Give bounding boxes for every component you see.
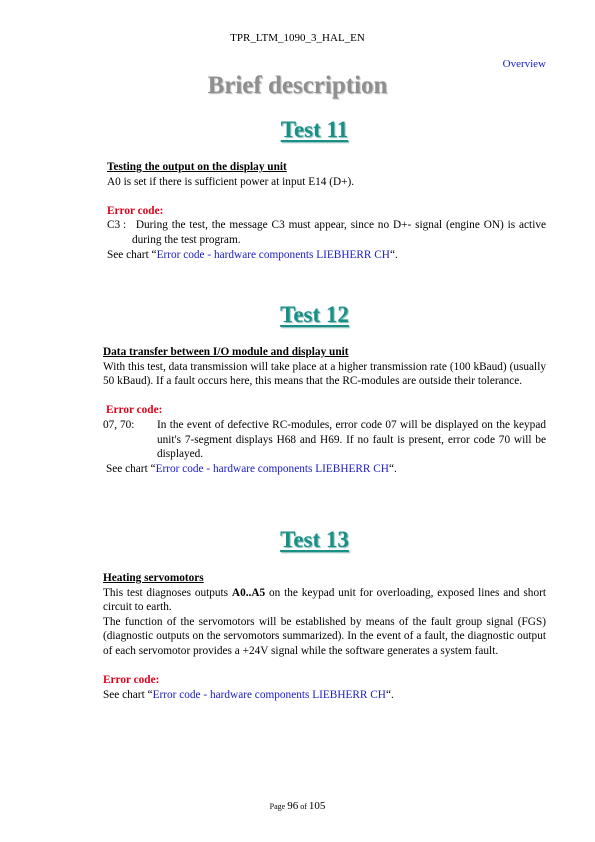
test-12-heading: Data transfer between I/O module and display unit — [103, 346, 349, 358]
test-13-section — [103, 571, 546, 702]
test-11-error-item — [107, 218, 546, 247]
page-title: Brief description — [207, 72, 388, 99]
test-11-heading: Testing the output on the display unit — [107, 161, 287, 173]
overview-link[interactable]: Overview — [502, 58, 546, 70]
test-11-section — [107, 160, 546, 262]
error-description: During the test, the message C3 must appear, since no D+- signal (engine ON) is active during the test program. — [132, 219, 546, 246]
error-code: C3 : — [107, 219, 127, 232]
chart-link[interactable]: Error code - hardware components LIEBHERR CH — [152, 688, 386, 701]
test-12-see-chart: See chart “Error code - hardware components LIEBHERR CH“. — [106, 462, 397, 475]
page-number: 96 — [287, 800, 299, 812]
test-12-section — [103, 345, 546, 476]
test-13-title: Test 13 — [280, 527, 349, 552]
error-code: 07, 70: — [103, 418, 135, 431]
test-11-see-chart: See chart “Error code - hardware components LIEBHERR CH“. — [107, 248, 398, 261]
test-13-see-chart: See chart “Error code - hardware components LIEBHERR CH“. — [103, 688, 394, 701]
test-11-text: A0 is set if there is sufficient power at input E14 (D+). — [107, 175, 355, 188]
test-12-error-item — [103, 418, 546, 462]
test-13-text: This test diagnoses outputs A0..A5 on the keypad unit for overloading, exposed lines and short circuit to earth. — [103, 586, 546, 614]
test-11-title: Test 11 — [280, 117, 349, 142]
page-footer: Page 96 of 105 — [269, 800, 326, 812]
error-description: In the event of defective RC-modules, error code 07 will be displayed on the keypad unit's 7-segment displays H68 and H69. If no fault is present, error code 70 will be displayed. — [157, 418, 546, 461]
test-12-text: With this test, data transmission will take place at a higher transmission rate (100 kBaud) (usually 50 kBaud). If a fault occurs here, this means that the RC-modules are outside their tolerance. — [103, 360, 546, 388]
test-13-text-2: The function of the servomotors will be established by means of the fault group signal (FGS) (diagnostic outputs on the servomotors summarized). In the event of a fault, the diagnostic output of each servomotor provides a +24V signal while the software generates a system fault. — [103, 615, 546, 657]
test-13-heading: Heating servomotors — [103, 572, 204, 584]
test-13-error-label: Error code: — [103, 674, 160, 687]
page-total: 105 — [308, 800, 326, 812]
test-12-error-label: Error code: — [106, 404, 163, 417]
test-12-title: Test 12 — [280, 302, 349, 327]
document-id: TPR_LTM_1090_3_HAL_EN — [230, 32, 365, 44]
test-11-error-label: Error code: — [107, 204, 164, 217]
chart-link[interactable]: Error code - hardware components LIEBHERR CH — [155, 462, 389, 475]
chart-link[interactable]: Error code - hardware components LIEBHERR CH — [156, 248, 390, 261]
